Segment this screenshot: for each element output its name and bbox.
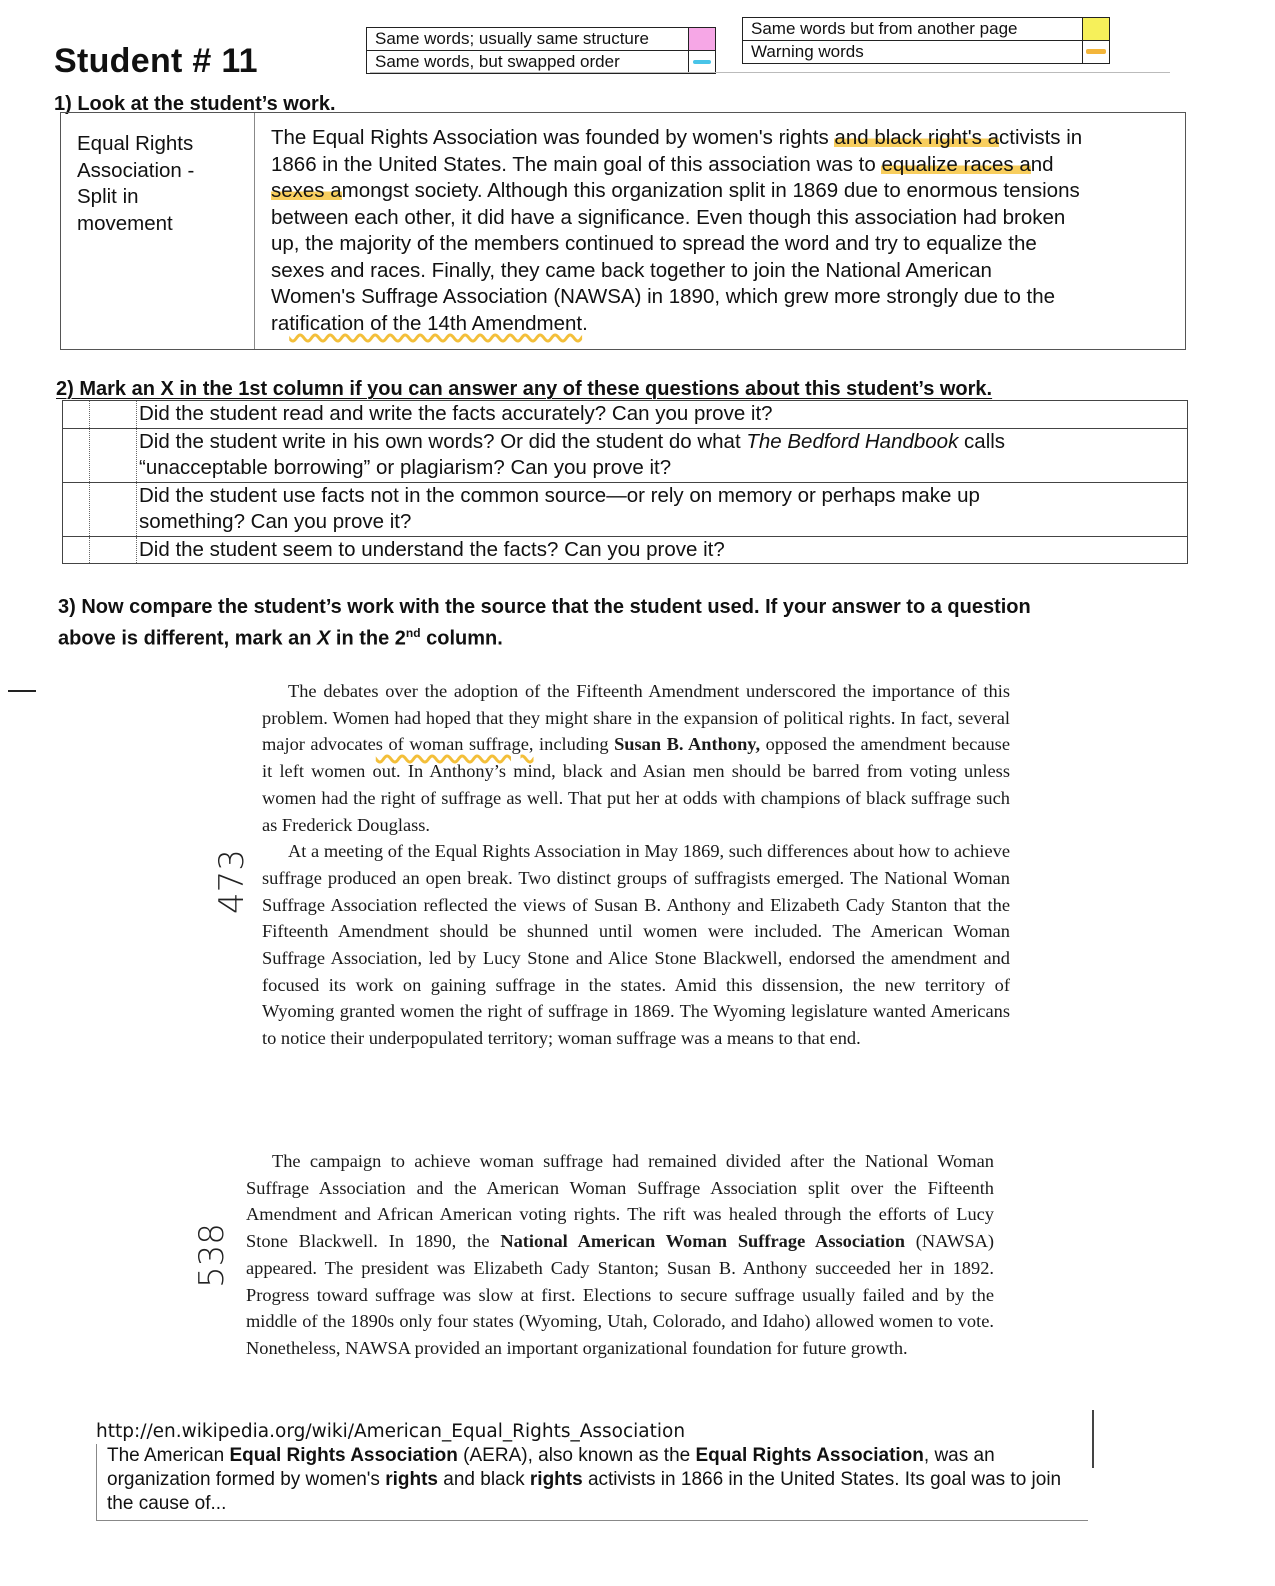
section3-heading [58,594,1198,652]
highlighted-phrase: equalize races a [881,152,1031,176]
page-title: Student # 11 [54,42,258,80]
checkbox-column-2[interactable] [90,429,137,482]
source-paragraph: At a meeting of the Equal Rights Association in May 1869, such differences about how to achieve suffrage produced an open break. Two distinct groups of suffragists emerged. The National Woman Suffrage Association reflected the views of Susan B. Anthony and Elizabeth Cady Stanton that the Fifteenth Amendment should be shunned until women were included. The American Woman Suffrage Association, led by Lucy Stone and Alice Stone Blackwell, endorsed the amendment and focused its work on gaining suffrage in the states. Amid this dissension, the new territory of Wyoming granted women the right of suffrage in 1869. The Wyoming legislature wanted Americans to notice their underpopulated territory; woman suffrage was a means to that end. [262,841,1010,1049]
question-line: “unacceptable borrowing” or plagiarism? Can you prove it? [139,456,672,479]
work-line [271,178,1177,205]
yellow-highlight-swatch-icon [1082,18,1109,40]
wiki-bold: rights [529,1469,583,1490]
question-line [139,429,1187,456]
legend-item-same-structure [367,28,715,50]
wiki-span: (AERA), also known as the [457,1445,696,1466]
legend-left [366,27,716,74]
work-line: Women's Suffrage Association (NAWSA) in 1890, which grew more strongly due to the [271,285,1056,308]
legend-label: Same words but from another page [751,19,1018,38]
question-row [63,401,1187,428]
orange-underline-swatch-icon [1082,41,1109,63]
work-line: sexes and races. Finally, they came back together to join the National American [271,258,992,282]
wavy-underlined-phrase: s of woman suffrage, [375,734,534,755]
work-line [271,152,1177,179]
source-span: opposed the amendment because it left women out. In Anthony’s mind, black and Asian men should be barred from voting unless women had the right of suffrage as well. That put her at odds with champions of black suffrage such as Frederick Douglass. [262,734,1010,835]
question-text [137,429,1187,482]
source-excerpt-2 [246,1148,994,1362]
question-row [63,536,1187,564]
wiki-span: and black [438,1469,530,1490]
legend-item-warning-words [743,40,1109,63]
wiki-span: The American [107,1445,230,1466]
checkbox-column-2[interactable] [90,401,137,428]
wikipedia-excerpt [96,1420,1088,1521]
legend-item-swapped-order [367,50,715,73]
legend-item-another-page [743,18,1109,40]
blue-underline-swatch-icon [688,51,715,73]
question-line: Did the student use facts not in the common source—or rely on memory or perhaps make up [139,483,980,507]
divider [370,72,1170,73]
book-title: The Bedford Handbook [746,429,959,453]
question-line: Did the student seem to understand the facts? Can you prove it? [139,537,725,561]
section1-heading: 1) Look at the student’s work. [54,93,336,115]
question-span: calls [958,429,1006,453]
checkbox-column-1[interactable] [63,401,90,428]
source-span: (NAWSA) appeared. The president was Elizabeth Cady Stanton; Susan B. Anthony succeeded her in 1892. Progress toward suffrage was slow at first. Elections to secure suffrage usually failed and by the middle of the 1890s only four states (Wyoming, Utah, Colorado, and Idaho) allowed women to vote. Nonetheless, NAWSA provided an important organizational foundation for future growth. [246,1231,994,1358]
heading-span: column. [420,627,503,650]
pink-highlight-swatch-icon [688,28,715,50]
section2-heading: 2) Mark an X in the 1st column if you can answer any of these questions about this student’s work. [56,378,993,400]
question-text [137,401,1187,428]
heading-span: above is different, mark an [58,627,317,650]
source-span: including [533,734,615,755]
work-text-span: nd [1030,152,1054,176]
margin-mark [8,690,36,692]
work-text-span: ctivists in [999,126,1083,149]
heading-span: X [316,627,331,650]
section3-heading-line [58,620,1198,652]
student-work-text [255,113,1185,349]
legend-label: Same words; usually same structure [375,29,649,48]
work-text-span: The Equal Rights Association was founded by women's rights [271,126,835,149]
topic-line: Equal Rights [77,132,194,155]
heading-superscript: nd [405,626,421,640]
work-line: between each other, it did have a significance. Even though this association had broken [271,205,1066,229]
wikipedia-url[interactable]: http://en.wikipedia.org/wiki/American_Equal_Rights_Association [96,1421,686,1442]
bold-name: National American Woman Suffrage Association [500,1231,905,1252]
questions-table [62,400,1188,564]
work-text-span: mongst society. Although this organization split in 1869 due to enormous tensions [341,179,1080,202]
checkbox-column-1[interactable] [63,429,90,482]
handwritten-page-number: 538 [192,1223,232,1288]
topic-line: Split in [77,185,139,208]
wikipedia-text [96,1444,1088,1521]
work-text-span: . [582,311,588,335]
legend-right [742,17,1110,64]
highlighted-phrase: sexes a [271,179,342,202]
work-text-span: 1866 in the United States. The main goal of this association was to [271,152,882,176]
question-text [137,537,1187,564]
question-text [137,483,1187,536]
wiki-bold: rights [385,1469,438,1490]
handwritten-page-number: 473 [212,849,252,914]
source-span: The debates over the adoption of the Fifteenth Amendment underscored the importance of this problem. Women had hoped that they might share in the expansion of political rights. In fact, several major advocate [262,681,1010,755]
checkbox-column-1[interactable] [63,537,90,564]
wiki-span: , was an organization formed by women's [107,1445,995,1490]
margin-mark [1092,1410,1094,1468]
section3-heading-line: 3) Now compare the student’s work with the source that the student used. If your answer to a question [58,596,1031,618]
wiki-bold: Equal Rights Association [695,1445,924,1466]
work-text-span: ra [271,311,290,335]
highlighted-phrase: and black right's a [834,126,1000,149]
work-line [271,311,1177,338]
checkbox-column-2[interactable] [90,537,137,564]
heading-span: in the 2 [330,627,406,650]
work-line [271,125,1177,152]
bold-name: Susan B. Anthony, [614,734,761,755]
question-row [63,428,1187,482]
question-span: Did the student write in his own words? Or did the student do what [139,429,747,453]
question-row [63,482,1187,536]
student-work-table [60,112,1186,350]
work-line: up, the majority of the members continued to spread the word and try to equalize the [271,232,1037,255]
source-paragraph [246,1148,994,1362]
topic-line: Association - [77,158,195,182]
question-line: Did the student read and write the facts accurately? Can you prove it? [139,402,773,425]
legend-label: Same words, but swapped order [375,52,620,71]
wavy-underlined-phrase: tification of the 14th Amendment [289,311,583,335]
question-line: something? Can you prove it? [139,510,412,533]
wiki-bold: Equal Rights Association [229,1445,458,1466]
source-excerpt-1 [262,678,1010,1052]
wiki-span: activists in 1866 in the United States. Its goal was to join the cause of... [107,1469,1062,1514]
source-span: The campaign to achieve woman suffrage had remained divided after the National Woman Suffrage Association and the American Woman Suffrage Association split over the Fifteenth Amendment and African American voting rights. The rift was healed through the efforts of Lucy Stone Blackwell. In 1890, the [246,1151,994,1252]
topic-line: movement [77,211,173,235]
work-topic [61,113,255,349]
checkbox-column-1[interactable] [63,483,90,536]
source-paragraph [262,678,1010,838]
legend-label: Warning words [751,42,864,61]
checkbox-column-2[interactable] [90,483,137,536]
